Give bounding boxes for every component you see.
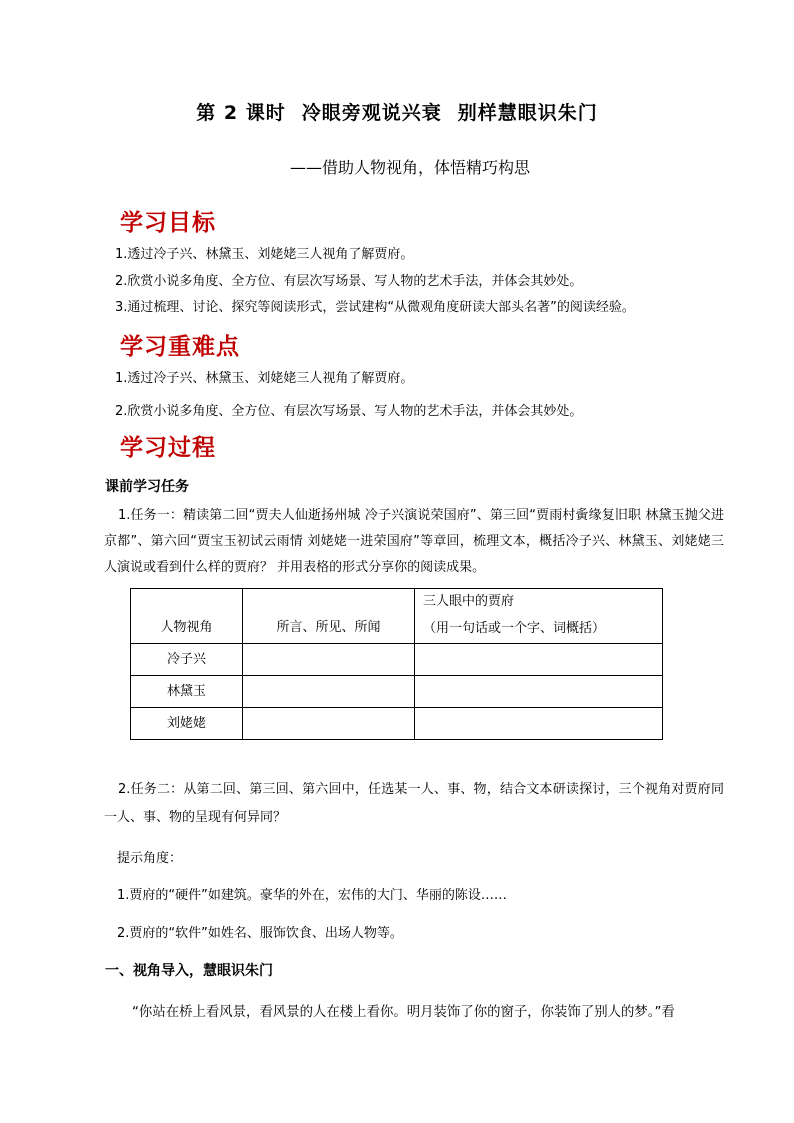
objective-item: 1.透过冷子兴、林黛玉、刘姥姥三人视角了解贾府。 <box>115 247 414 262</box>
hint-heading: 提示角度： <box>117 851 183 866</box>
key-point-item: 1.透过冷子兴、林黛玉、刘姥姥三人视角了解贾府。 <box>115 371 414 386</box>
table-cell <box>243 644 415 676</box>
hint-item: 2.贾府的“软件”如姓名、服饰饮食、出场人物等。 <box>117 926 403 941</box>
reading-results-table <box>130 588 663 740</box>
table-row <box>131 676 663 708</box>
lesson-number: 第 2 课时 <box>196 102 286 124</box>
table-cell: 刘姥姥 <box>131 708 243 740</box>
section-one-text: “你站在桥上看风景，看风景的人在楼上看你。明月装饰了你的窗子，你装饰了别人的梦。”看 <box>132 1005 675 1020</box>
table-cell <box>415 708 663 740</box>
task-one-paragraph: 1.任务一：精读第二回“贾夫人仙逝扬州城 冷子兴演说荣国府”、第三回“贾雨村夤缘复旧职 林黛玉抛父进京都”、第六回“贾宝玉初试云雨情 刘姥姥一进荣国府”等章回，梳理文本，概括冷子兴、林黛玉、刘姥姥三人演说或看到什么样的贾府？ 并用表格的形式分享你的阅读成果。 <box>104 508 724 575</box>
pre-task-heading: 课前学习任务 <box>105 479 189 495</box>
table-cell <box>243 708 415 740</box>
page-subtitle: ——借助人物视角，体悟精巧构思 <box>290 158 531 177</box>
table-row <box>131 644 663 676</box>
page-title <box>0 98 794 125</box>
objectives-heading: 学习目标 <box>120 209 216 236</box>
table-cell: 林黛玉 <box>131 676 243 708</box>
objective-item: 2.欣赏小说多角度、全方位、有层次写场景、写人物的艺术手法，并体会其妙处。 <box>115 274 583 289</box>
table-cell <box>415 644 663 676</box>
objective-item: 3.通过梳理、讨论、探究等阅读形式，尝试建构“从微观角度研读大部头名著”的阅读经验。 <box>115 300 635 315</box>
table-cell <box>415 676 663 708</box>
section-one-heading: 一、视角导入，慧眼识朱门 <box>105 963 273 979</box>
key-points-heading: 学习重难点 <box>120 333 240 360</box>
header-main: 三人眼中的贾府 <box>423 594 515 609</box>
table-header-row <box>131 589 663 644</box>
hint-item: 1.贾府的“硬件”如建筑。豪华的外在，宏伟的大门、华丽的陈设…… <box>117 888 507 903</box>
header-note: （用一句话或一个字、词概括） <box>423 621 606 636</box>
table-header-cell: 人物视角 <box>131 589 243 644</box>
table-cell <box>243 676 415 708</box>
title-part-2: 别样慧眼识朱门 <box>457 102 598 124</box>
task-two-paragraph: 2.任务二：从第二回、第三回、第六回中，任选某一人、事、物，结合文本研读探讨，三个视角对贾府同一人、事、物的呈现有何异同？ <box>104 782 724 825</box>
key-point-item: 2.欣赏小说多角度、全方位、有层次写场景、写人物的艺术手法，并体会其妙处。 <box>115 404 583 419</box>
table-header-cell <box>415 589 663 644</box>
table-header-cell: 所言、所见、所闻 <box>243 589 415 644</box>
table-cell: 冷子兴 <box>131 644 243 676</box>
table-row <box>131 708 663 740</box>
process-heading: 学习过程 <box>120 434 216 461</box>
title-part-1: 冷眼旁观说兴衰 <box>301 102 442 124</box>
